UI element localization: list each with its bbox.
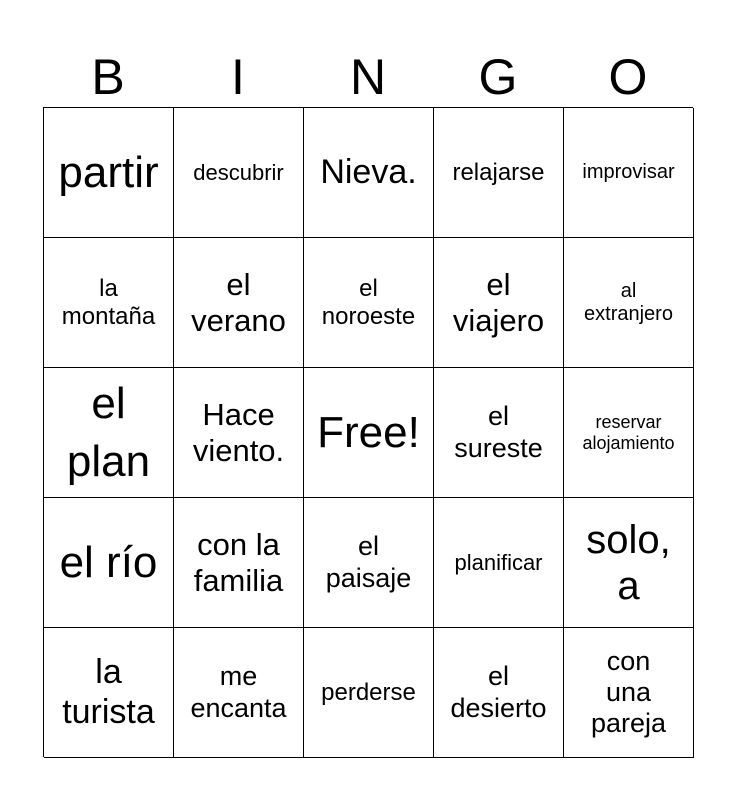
- cell-text: partir: [58, 147, 159, 197]
- free-space-text: Free!: [317, 407, 420, 457]
- bingo-cell[interactable]: [564, 108, 694, 238]
- bingo-cell[interactable]: [434, 368, 564, 498]
- bingo-cell[interactable]: [44, 238, 174, 368]
- cell-text: al extranjero: [584, 279, 673, 325]
- bingo-cell[interactable]: [44, 628, 174, 758]
- cell-text: el viajero: [452, 266, 545, 338]
- cell-text: el noroeste: [321, 274, 416, 330]
- bingo-cell[interactable]: [564, 628, 694, 758]
- cell-text: el desierto: [450, 661, 547, 723]
- cell-text: planificar: [454, 549, 543, 575]
- cell-text: reservar alojamiento: [582, 411, 675, 453]
- bingo-cell[interactable]: [44, 498, 174, 628]
- cell-text: el río: [59, 537, 158, 587]
- cell-text: relajarse: [452, 158, 545, 186]
- cell-text: el sureste: [454, 401, 543, 463]
- bingo-cell[interactable]: [304, 108, 434, 238]
- bingo-cell[interactable]: [304, 238, 434, 368]
- cell-text: el verano: [191, 266, 286, 338]
- bingo-cell[interactable]: [44, 108, 174, 238]
- bingo-cell[interactable]: [174, 628, 304, 758]
- bingo-cell[interactable]: [564, 238, 694, 368]
- bingo-cell[interactable]: [44, 368, 174, 498]
- cell-text: el paisaje: [325, 531, 412, 593]
- cell-text: improvisar: [582, 161, 675, 183]
- bingo-cell[interactable]: [434, 108, 564, 238]
- cell-text: Hace viento.: [192, 396, 285, 468]
- bingo-grid: [43, 107, 693, 757]
- bingo-cell[interactable]: [564, 368, 694, 498]
- bingo-cell[interactable]: [174, 498, 304, 628]
- bingo-cell[interactable]: [434, 628, 564, 758]
- cell-text: la montaña: [61, 274, 156, 330]
- cell-text: la turista: [62, 653, 155, 731]
- bingo-cell[interactable]: [304, 628, 434, 758]
- cell-text: me encanta: [190, 661, 287, 723]
- header-letter-n: N: [349, 49, 387, 105]
- bingo-cell[interactable]: [564, 498, 694, 628]
- cell-text: descubrir: [193, 159, 284, 185]
- header-letter-o: O: [608, 49, 648, 105]
- bingo-cell[interactable]: [174, 108, 304, 238]
- bingo-cell[interactable]: [174, 368, 304, 498]
- free-space-cell[interactable]: [304, 368, 434, 498]
- bingo-cell[interactable]: [434, 238, 564, 368]
- header-letter-b: B: [91, 49, 125, 105]
- bingo-cell[interactable]: [304, 498, 434, 628]
- cell-text: con una pareja: [590, 645, 667, 739]
- bingo-header: [43, 46, 693, 108]
- header-letter-g: G: [478, 49, 518, 105]
- bingo-cell[interactable]: [434, 498, 564, 628]
- bingo-cell[interactable]: [174, 238, 304, 368]
- cell-text: solo, a: [586, 517, 671, 608]
- header-letter-i: I: [231, 49, 245, 105]
- cell-text: Nieva.: [320, 152, 417, 191]
- cell-text: el plan: [66, 379, 151, 486]
- cell-text: perderse: [321, 678, 416, 706]
- cell-text: con la familia: [193, 526, 284, 598]
